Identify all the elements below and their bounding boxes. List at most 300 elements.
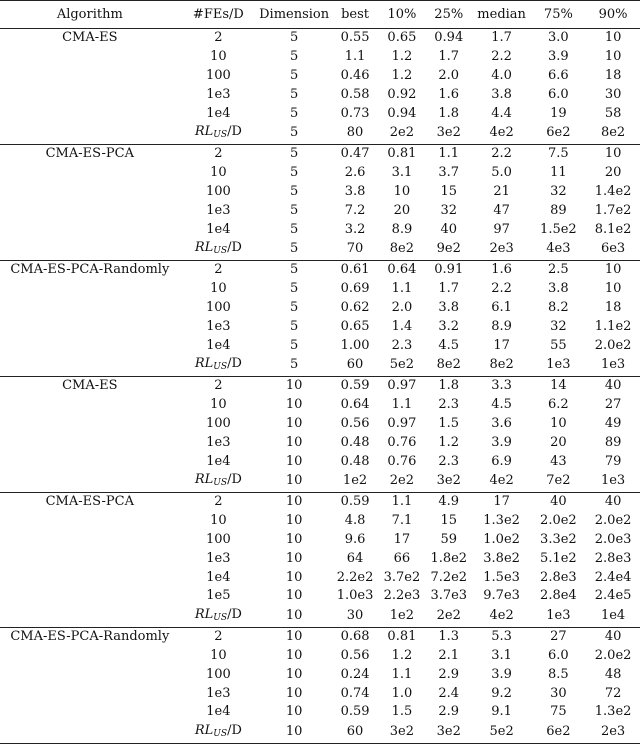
rl-label-suffix: /D (227, 606, 242, 622)
p90-cell: 18 (604, 299, 622, 315)
table-row (0, 452, 640, 471)
table-row (0, 85, 640, 104)
best-cell: 0.56 (340, 415, 370, 431)
algorithm-cell (0, 85, 180, 104)
p25-cell: 1.7 (438, 49, 460, 65)
p10-cell: 1.0 (391, 685, 413, 701)
best-cell: 80 (346, 125, 364, 141)
p90-cell: 2.0e2 (594, 513, 632, 529)
p10-cell: 1.1 (391, 666, 413, 682)
algorithm-name: CMA-ES-PCA-Randomly (0, 627, 180, 646)
p75-cell: 43 (550, 453, 567, 469)
best-cell: 0.68 (331, 627, 379, 646)
dimension-cell: 5 (289, 183, 299, 199)
median-cell: 1.6 (473, 260, 531, 279)
header-row (0, 1, 640, 29)
p75-cell: 3.3e2 (540, 531, 577, 547)
table-row (0, 471, 640, 493)
p90-cell: 1.1e2 (594, 318, 632, 334)
best-cell: 70 (346, 241, 364, 257)
fes-cell (180, 239, 258, 261)
p10-cell: 20 (393, 202, 411, 218)
fes-cell (180, 355, 258, 377)
p25-cell: 2.9 (438, 666, 460, 682)
p90-cell: 2.0e2 (594, 647, 632, 663)
p90-cell: 58 (604, 105, 622, 121)
best-cell: 1.1 (344, 49, 366, 65)
p75-cell: 1e3 (546, 608, 571, 624)
p25-cell: 2.9 (438, 704, 460, 720)
fes-cell: 100 (205, 531, 231, 547)
p75-cell: 2.8e4 (540, 588, 577, 604)
table-row (0, 376, 640, 395)
p90-cell: 6e3 (600, 241, 626, 257)
table-row (0, 48, 640, 67)
dimension-cell: 5 (289, 67, 299, 83)
p90-cell: 10 (604, 49, 622, 65)
p25-cell: 3.7e3 (430, 588, 468, 604)
p75-cell: 7.5 (531, 144, 587, 163)
fes-cell: 100 (205, 67, 231, 83)
median-cell: 5.3 (473, 627, 531, 646)
dimension-cell: 10 (285, 415, 303, 431)
p10-cell: 2.3 (391, 337, 413, 353)
p90-cell: 2.4e4 (594, 569, 632, 585)
algorithm-cell (0, 415, 180, 434)
algorithm-name: CMA-ES-PCA-Randomly (0, 260, 180, 279)
median-cell: 9.7e3 (483, 588, 520, 604)
dimension-cell: 5 (289, 125, 299, 141)
fes-cell: 100 (205, 415, 231, 431)
p75-cell: 6e2 (531, 722, 587, 744)
dimension-cell: 5 (289, 202, 299, 218)
p90-cell: 20 (604, 165, 622, 181)
p75-cell: 4e3 (546, 241, 571, 257)
best-cell: 0.62 (340, 299, 370, 315)
median-cell: 9.1 (491, 704, 512, 720)
table-row (0, 67, 640, 86)
best-cell: 30 (346, 608, 364, 624)
p75-cell: 1.5e2 (540, 221, 577, 237)
best-cell: 0.55 (331, 29, 379, 48)
dimension-cell: 5 (289, 357, 299, 373)
median-cell: 8.9 (491, 318, 512, 334)
fes-cell: 10 (210, 397, 227, 413)
rl-label-base: RL (194, 355, 214, 371)
p75-cell: 40 (531, 492, 587, 511)
p90-cell: 10 (586, 260, 640, 279)
fes-cell: 2 (180, 144, 258, 163)
median-cell: 1.0e2 (483, 531, 520, 547)
dimension-cell: 5 (289, 281, 299, 297)
table-row (0, 201, 640, 220)
table-row (0, 104, 640, 123)
p10-cell: 3.7e2 (383, 569, 421, 585)
p75-cell: 6.2 (548, 397, 569, 413)
header-dimension: Dimension (257, 1, 331, 29)
p25-cell: 2.1 (438, 647, 460, 663)
p10-cell: 1.2 (391, 67, 413, 83)
best-cell: 0.65 (340, 318, 370, 334)
table-row (0, 512, 640, 531)
dimension-cell: 5 (289, 241, 299, 257)
p75-cell: 27 (531, 627, 587, 646)
dimension-cell: 5 (257, 29, 331, 48)
p10-cell: 0.76 (387, 434, 417, 450)
rl-label-base: RL (194, 123, 214, 139)
best-cell: 1.00 (340, 337, 370, 353)
p75-cell: 11 (550, 165, 567, 181)
rl-label-suffix: /D (227, 239, 242, 255)
fes-cell: 1e4 (206, 221, 231, 237)
p25-cell: 1.1 (425, 144, 473, 163)
p25-cell: 1.3 (425, 627, 473, 646)
algorithm-name: CMA-ES (0, 29, 180, 48)
p25-cell: 32 (440, 202, 458, 218)
p90-cell: 1.4e2 (594, 183, 632, 199)
best-cell: 0.58 (340, 86, 370, 102)
algorithm-cell (0, 684, 180, 703)
median-cell: 21 (493, 183, 510, 199)
p25-cell: 40 (440, 221, 458, 237)
table-body (0, 29, 640, 744)
rl-label-sub: US (213, 129, 228, 140)
p75-cell: 2.0e2 (540, 513, 577, 529)
dimension-cell: 5 (289, 318, 299, 334)
table-row (0, 29, 640, 48)
algorithm-cell (0, 164, 180, 183)
algorithm-name: CMA-ES (0, 376, 180, 395)
p10-cell: 2e2 (389, 473, 415, 489)
p90-cell: 10 (586, 144, 640, 163)
fes-cell: 1e3 (206, 685, 231, 701)
p90-cell: 30 (604, 86, 622, 102)
p25-cell: 1.8 (425, 376, 473, 395)
rl-label-sub: US (213, 245, 228, 256)
table-row (0, 647, 640, 666)
median-cell: 3.8 (491, 86, 512, 102)
algorithm-cell (0, 568, 180, 587)
rl-label-base: RL (194, 606, 214, 622)
p75-cell: 19 (550, 105, 567, 121)
dimension-cell: 10 (285, 531, 303, 547)
fes-cell: 10 (210, 165, 227, 181)
rl-label-sub: US (213, 477, 228, 488)
best-cell: 3.8 (344, 183, 366, 199)
fes-cell: 100 (205, 299, 231, 315)
p75-cell: 75 (550, 704, 567, 720)
p90-cell: 48 (604, 666, 622, 682)
p75-cell: 20 (550, 434, 567, 450)
p25-cell: 7.2e2 (430, 569, 468, 585)
p10-cell: 1e2 (389, 608, 415, 624)
p10-cell: 0.64 (379, 260, 425, 279)
median-cell: 2.2 (473, 144, 531, 163)
table-row (0, 299, 640, 318)
fes-cell: 1e5 (206, 588, 231, 604)
p25-cell: 59 (440, 531, 458, 547)
p75-cell: 5.1e2 (540, 550, 577, 566)
p90-cell: 2.0e2 (594, 337, 632, 353)
dimension-cell: 10 (285, 588, 303, 604)
p10-cell: 0.94 (387, 105, 417, 121)
p10-cell: 3.1 (391, 165, 413, 181)
p25-cell: 3.2 (438, 318, 460, 334)
algorithm-cell (0, 433, 180, 452)
algorithm-cell (0, 665, 180, 684)
fes-cell: 2 (180, 627, 258, 646)
best-cell: 60 (331, 722, 379, 744)
best-cell: 0.59 (340, 704, 370, 720)
p75-cell: 6e2 (546, 125, 571, 141)
p90-cell: 40 (586, 376, 640, 395)
p25-cell: 0.94 (425, 29, 473, 48)
p90-cell: 1e3 (600, 473, 626, 489)
dimension-cell: 10 (285, 569, 303, 585)
fes-cell (180, 471, 258, 493)
header-90pct: 90% (586, 1, 640, 29)
p90-cell: 40 (586, 492, 640, 511)
fes-cell: 1e4 (206, 337, 231, 353)
p10-cell: 8e2 (389, 241, 415, 257)
fes-cell: 10 (210, 281, 227, 297)
best-cell: 0.59 (331, 492, 379, 511)
p10-cell: 0.81 (379, 627, 425, 646)
table-row (0, 722, 640, 744)
fes-cell: 1e4 (206, 704, 231, 720)
algorithm-cell (0, 123, 180, 145)
table-row (0, 239, 640, 261)
rl-label-suffix: /D (227, 722, 242, 738)
table-row (0, 492, 640, 511)
rl-label-sub: US (213, 361, 228, 372)
table-row (0, 123, 640, 145)
median-cell: 5.0 (491, 165, 512, 181)
best-cell: 60 (346, 357, 364, 373)
p90-cell: 1e3 (600, 357, 626, 373)
best-cell: 1.0e3 (336, 588, 374, 604)
header-75pct: 75% (531, 1, 587, 29)
dimension-cell: 10 (285, 473, 303, 489)
p25-cell: 3.7 (438, 165, 460, 181)
p10-cell: 0.92 (387, 86, 417, 102)
algorithm-cell (0, 220, 180, 239)
rl-label-sub: US (213, 612, 228, 623)
p90-cell: 2.0e3 (594, 531, 632, 547)
p10-cell: 66 (393, 550, 411, 566)
table-row (0, 531, 640, 550)
median-cell: 1.5e3 (483, 569, 520, 585)
p75-cell: 8.5 (548, 666, 569, 682)
p25-cell: 1.8 (438, 105, 460, 121)
dimension-cell: 10 (285, 513, 303, 529)
algorithm-cell (0, 471, 180, 493)
median-cell: 1.7 (473, 29, 531, 48)
dimension-cell: 5 (257, 144, 331, 163)
p90-cell: 1.7e2 (594, 202, 632, 218)
fes-cell: 2 (180, 29, 258, 48)
algorithm-cell (0, 48, 180, 67)
best-cell: 4.8 (344, 513, 366, 529)
fes-cell: 100 (205, 666, 231, 682)
dimension-cell: 10 (285, 434, 303, 450)
p10-cell: 0.81 (379, 144, 425, 163)
best-cell: 0.59 (331, 376, 379, 395)
best-cell: 0.69 (340, 281, 370, 297)
p90-cell: 18 (604, 67, 622, 83)
best-cell: 0.46 (340, 67, 370, 83)
p25-cell: 3.8 (438, 299, 460, 315)
p90-cell: 79 (604, 453, 622, 469)
dimension-cell: 10 (257, 492, 331, 511)
p75-cell: 1e3 (546, 357, 571, 373)
p90-cell: 10 (586, 29, 640, 48)
best-cell: 0.48 (340, 434, 370, 450)
p10-cell: 1.5 (391, 704, 413, 720)
median-cell: 3.1 (491, 647, 512, 663)
algorithm-name: CMA-ES-PCA (0, 492, 180, 511)
p25-cell: 2.4 (438, 685, 460, 701)
table-row (0, 627, 640, 646)
algorithm-cell (0, 606, 180, 628)
header-25pct: 25% (425, 1, 473, 29)
dimension-cell: 5 (289, 337, 299, 353)
fes-cell: 1e3 (206, 434, 231, 450)
header-algorithm: Algorithm (0, 1, 180, 29)
dimension-cell: 5 (289, 49, 299, 65)
p25-cell: 15 (440, 513, 458, 529)
median-cell: 3.8e2 (483, 550, 520, 566)
p90-cell: 40 (586, 627, 640, 646)
p90-cell: 89 (604, 434, 622, 450)
median-cell: 5e2 (473, 722, 531, 744)
dimension-cell: 10 (285, 704, 303, 720)
dimension-cell: 10 (257, 722, 331, 744)
dimension-cell: 10 (285, 666, 303, 682)
p25-cell: 4.9 (425, 492, 473, 511)
header-median: median (473, 1, 531, 29)
table-row (0, 183, 640, 202)
table-row (0, 336, 640, 355)
algorithm-cell (0, 201, 180, 220)
p90-cell: 27 (604, 397, 622, 413)
median-cell: 17 (493, 337, 510, 353)
algorithm-cell (0, 396, 180, 415)
dimension-cell: 10 (285, 608, 303, 624)
fes-cell: 1e4 (206, 569, 231, 585)
p90-cell: 49 (604, 415, 622, 431)
algorithm-cell (0, 703, 180, 722)
algorithm-cell (0, 317, 180, 336)
p25-cell: 3e2 (425, 722, 473, 744)
median-cell: 3.3 (473, 376, 531, 395)
p10-cell: 17 (393, 531, 411, 547)
median-cell: 47 (493, 202, 510, 218)
median-cell: 3.9 (491, 434, 512, 450)
p75-cell: 6.6 (548, 67, 569, 83)
p10-cell: 8.9 (391, 221, 413, 237)
p90-cell: 1.3e2 (594, 704, 632, 720)
best-cell: 0.56 (340, 647, 370, 663)
best-cell: 0.48 (340, 453, 370, 469)
p10-cell: 7.1 (391, 513, 413, 529)
p90-cell: 8.1e2 (594, 221, 632, 237)
median-cell: 2.2 (491, 49, 512, 65)
algorithm-cell (0, 647, 180, 666)
dimension-cell: 10 (257, 627, 331, 646)
best-cell: 0.47 (331, 144, 379, 163)
median-cell: 4.4 (491, 105, 512, 121)
algorithm-cell (0, 531, 180, 550)
p25-cell: 15 (440, 183, 458, 199)
best-cell: 9.6 (344, 531, 366, 547)
table-row (0, 396, 640, 415)
p90-cell: 8e2 (600, 125, 626, 141)
table-row (0, 355, 640, 377)
best-cell: 1e2 (342, 473, 368, 489)
dimension-cell: 5 (257, 260, 331, 279)
p10-cell: 5e2 (389, 357, 415, 373)
p75-cell: 6.0 (548, 647, 569, 663)
p25-cell: 4.5 (438, 337, 460, 353)
rl-label-suffix: /D (227, 123, 242, 139)
best-cell: 64 (346, 550, 364, 566)
table-row (0, 317, 640, 336)
p90-cell: 72 (604, 685, 622, 701)
fes-cell: 10 (210, 49, 227, 65)
dimension-cell: 5 (289, 86, 299, 102)
p90-cell: 2.4e5 (594, 588, 632, 604)
best-cell: 3.2 (344, 221, 366, 237)
p90-cell: 2.8e3 (594, 550, 632, 566)
p90-cell: 2e3 (586, 722, 640, 744)
p75-cell: 3.8 (548, 281, 569, 297)
table-row (0, 144, 640, 163)
p75-cell: 7e2 (546, 473, 571, 489)
fes-cell: 1e4 (206, 105, 231, 121)
dimension-cell: 5 (289, 165, 299, 181)
best-cell: 0.73 (340, 105, 370, 121)
median-cell: 3.6 (491, 415, 512, 431)
p75-cell: 30 (550, 685, 567, 701)
p75-cell: 89 (550, 202, 567, 218)
fes-cell (180, 123, 258, 145)
algorithm-cell (0, 239, 180, 261)
table-row (0, 568, 640, 587)
p10-cell: 1.1 (391, 397, 413, 413)
p10-cell: 0.97 (387, 415, 417, 431)
p25-cell: 1.5 (438, 415, 460, 431)
dimension-cell: 10 (257, 376, 331, 395)
p10-cell: 2.0 (391, 299, 413, 315)
dimension-cell: 10 (285, 453, 303, 469)
table-row (0, 280, 640, 299)
p25-cell: 2.3 (438, 453, 460, 469)
best-cell: 0.61 (331, 260, 379, 279)
p10-cell: 10 (393, 183, 411, 199)
p10-cell: 2.2e3 (383, 588, 421, 604)
dimension-cell: 10 (285, 397, 303, 413)
algorithm-cell (0, 67, 180, 86)
p10-cell: 1.2 (391, 647, 413, 663)
p75-cell: 32 (550, 318, 567, 334)
table-row (0, 220, 640, 239)
p25-cell: 0.91 (425, 260, 473, 279)
p25-cell: 2.3 (438, 397, 460, 413)
fes-cell: 2 (180, 492, 258, 511)
p25-cell: 2e2 (436, 608, 461, 624)
table-row (0, 606, 640, 628)
